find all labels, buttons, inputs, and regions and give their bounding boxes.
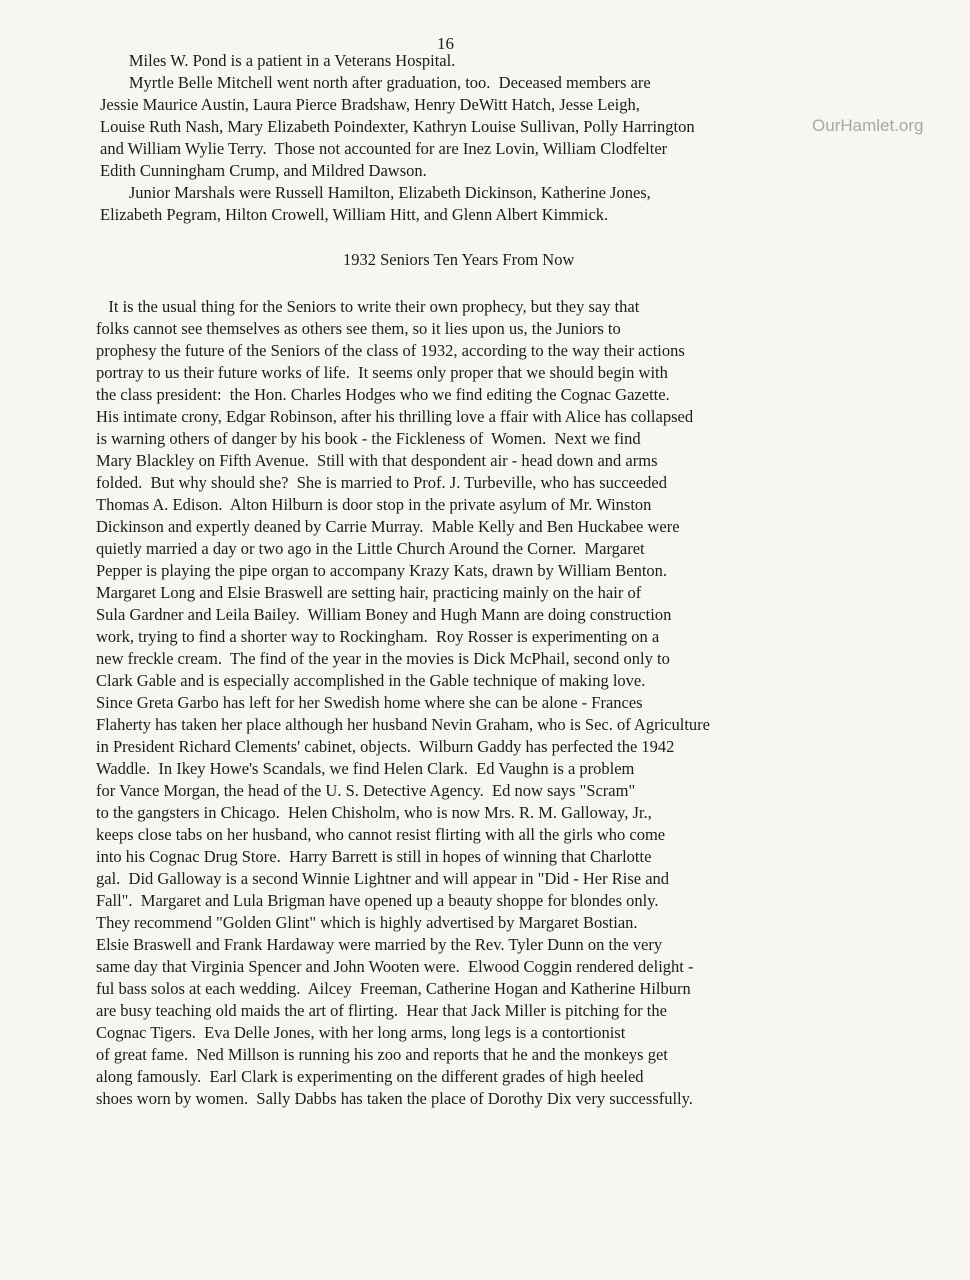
text-line: the class president: the Hon. Charles Hodges who we find editing the Cognac Gazette. [96, 385, 670, 404]
text-line: Edith Cunningham Crump, and Mildred Dawson. [100, 161, 427, 180]
text-line: Myrtle Belle Mitchell went north after graduation, too. Deceased members are [100, 73, 651, 92]
prophecy-body [96, 296, 710, 1110]
text-line: Flaherty has taken her place although her husband Nevin Graham, who is Sec. of Agriculture [96, 715, 710, 734]
text-line: prophesy the future of the Seniors of the class of 1932, according to the way their actions [96, 341, 685, 360]
text-line: Since Greta Garbo has left for her Swedish home where she can be alone - Frances [96, 693, 643, 712]
text-line: His intimate crony, Edgar Robinson, after his thrilling love a ffair with Alice has collapsed [96, 407, 694, 426]
text-line: work, trying to find a shorter way to Rockingham. Roy Rosser is experimenting on a [96, 627, 660, 646]
text-line: and William Wylie Terry. Those not accounted for are Inez Lovin, William Clodfelter [100, 139, 668, 158]
text-line: quietly married a day or two ago in the Little Church Around the Corner. Margaret [96, 539, 645, 558]
text-line: Waddle. In Ikey Howe's Scandals, we find Helen Clark. Ed Vaughn is a problem [96, 759, 635, 778]
text-line: along famously. Earl Clark is experimenting on the different grades of high heeled [96, 1067, 644, 1086]
text-line: portray to us their future works of life. It seems only proper that we should begin with [96, 363, 668, 382]
text-line: into his Cognac Drug Store. Harry Barrett is still in hopes of winning that Charlotte [96, 847, 652, 866]
text-line: shoes worn by women. Sally Dabbs has taken the place of Dorothy Dix very successfully. [96, 1089, 693, 1108]
intro-paragraphs [100, 50, 695, 226]
text-line: Thomas A. Edison. Alton Hilburn is door stop in the private asylum of Mr. Winston [96, 495, 652, 514]
section-heading: 1932 Seniors Ten Years From Now [343, 250, 575, 269]
text-line: new freckle cream. The find of the year in the movies is Dick McPhail, second only to [96, 649, 670, 668]
text-line: folded. But why should she? She is married to Prof. J. Turbeville, who has succeeded [96, 473, 668, 492]
text-line: Sula Gardner and Leila Bailey. William Boney and Hugh Mann are doing construction [96, 605, 672, 624]
text-line: is warning others of danger by his book - the Fickleness of Women. Next we find [96, 429, 641, 448]
text-line: keeps close tabs on her husband, who cannot resist flirting with all the girls who come [96, 825, 666, 844]
text-line: Elizabeth Pegram, Hilton Crowell, William Hitt, and Glenn Albert Kimmick. [100, 205, 609, 224]
text-line: of great fame. Ned Millson is running his zoo and reports that he and the monkeys get [96, 1045, 668, 1064]
text-line: Louise Ruth Nash, Mary Elizabeth Poindexter, Kathryn Louise Sullivan, Polly Harrington [100, 117, 695, 136]
text-line: Cognac Tigers. Eva Delle Jones, with her long arms, long legs is a contortionist [96, 1023, 626, 1042]
text-line: They recommend "Golden Glint" which is highly advertised by Margaret Bostian. [96, 913, 638, 932]
text-line: gal. Did Galloway is a second Winnie Lightner and will appear in "Did - Her Rise and [96, 869, 670, 888]
text-line: ful bass solos at each wedding. Ailcey Freeman, Catherine Hogan and Katherine Hilburn [96, 979, 691, 998]
text-line: Dickinson and expertly deaned by Carrie Murray. Mable Kelly and Ben Huckabee were [96, 517, 680, 536]
text-line: Fall". Margaret and Lula Brigman have opened up a beauty shoppe for blondes only. [96, 891, 659, 910]
text-line: Miles W. Pond is a patient in a Veterans Hospital. [100, 51, 456, 70]
text-line: Mary Blackley on Fifth Avenue. Still with that despondent air - head down and arms [96, 451, 658, 470]
text-line: folks cannot see themselves as others see them, so it lies upon us, the Juniors to [96, 319, 621, 338]
text-line: It is the usual thing for the Seniors to write their own prophecy, but they say that [96, 297, 640, 316]
text-line: Junior Marshals were Russell Hamilton, Elizabeth Dickinson, Katherine Jones, [100, 183, 651, 202]
text-line: are busy teaching old maids the art of flirting. Hear that Jack Miller is pitching for the [96, 1001, 667, 1020]
text-line: for Vance Morgan, the head of the U. S. Detective Agency. Ed now says "Scram" [96, 781, 636, 800]
text-line: Jessie Maurice Austin, Laura Pierce Bradshaw, Henry DeWitt Hatch, Jesse Leigh, [100, 95, 640, 114]
watermark: OurHamlet.org [812, 116, 924, 135]
page-number: 16 [437, 34, 454, 53]
text-line: Clark Gable and is especially accomplished in the Gable technique of making love. [96, 671, 646, 690]
text-line: Pepper is playing the pipe organ to accompany Krazy Kats, drawn by William Benton. [96, 561, 668, 580]
text-line: Elsie Braswell and Frank Hardaway were married by the Rev. Tyler Dunn on the very [96, 935, 663, 954]
text-line: Margaret Long and Elsie Braswell are setting hair, practicing mainly on the hair of [96, 583, 642, 602]
text-line: in President Richard Clements' cabinet, objects. Wilburn Gaddy has perfected the 1942 [96, 737, 675, 756]
text-line: to the gangsters in Chicago. Helen Chisholm, who is now Mrs. R. M. Galloway, Jr., [96, 803, 652, 822]
text-line: same day that Virginia Spencer and John Wooten were. Elwood Coggin rendered delight - [96, 957, 694, 976]
